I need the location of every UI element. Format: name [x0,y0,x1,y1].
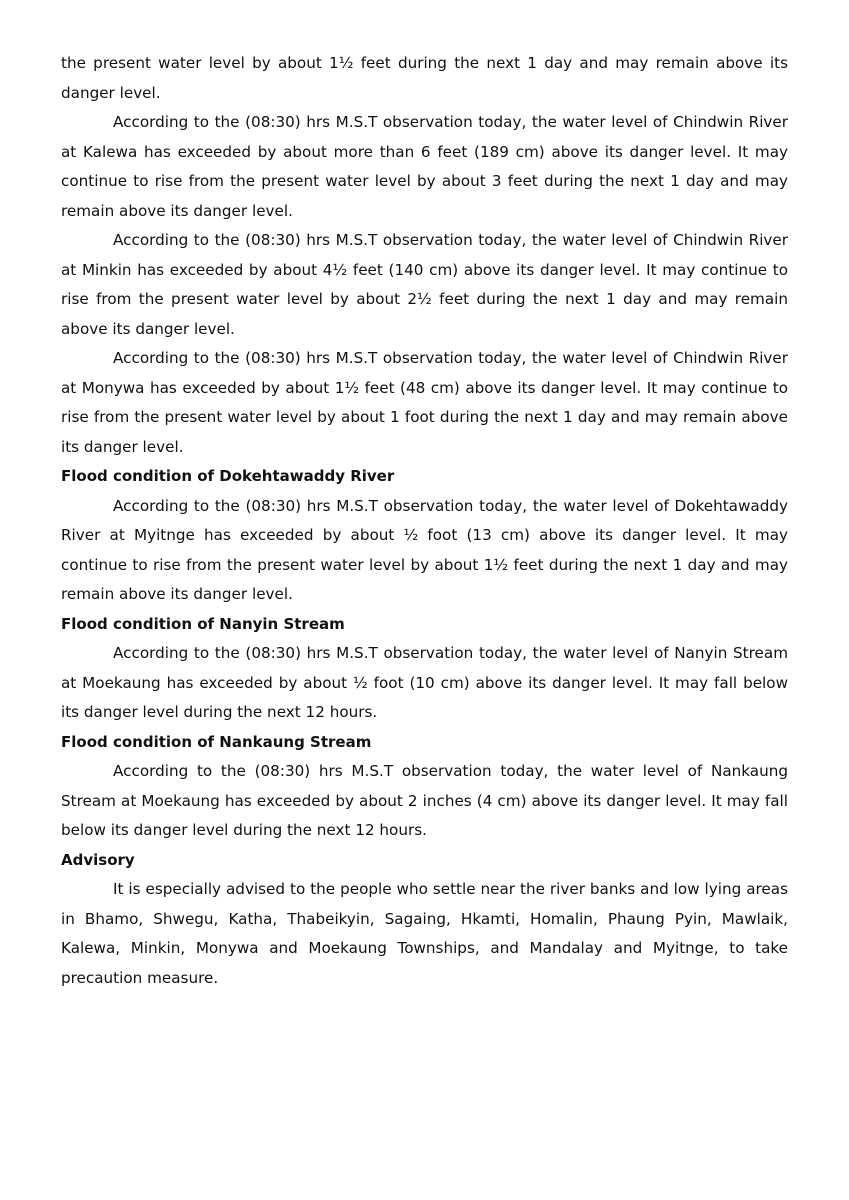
paragraph-chindwin-kalewa: According to the (08:30) hrs M.S.T observation today, the water level of Chindwin River at Kalewa has exceeded by about more than 6 feet (189 cm) above its danger level. It may continue to rise from the present water level by about 3 feet during the next 1 day and may remain above its danger level. [61,113,788,220]
paragraph-advisory: It is especially advised to the people who settle near the river banks and low lying areas in Bhamo, Shwegu, Katha, Thabeikyin, Sagaing, Hkamti, Homalin, Phaung Pyin, Mawlaik, Kalewa, Minkin, Monywa and Moekaung Townships, and Mandalay and Myitnge, to take precaution measure. [61,880,788,987]
heading-advisory: Advisory [61,850,135,869]
paragraph-chindwin-monywa: According to the (08:30) hrs M.S.T observation today, the water level of Chindwin River at Monywa has exceeded by about 1½ feet (48 cm) above its danger level. It may continue to rise from the present water level by about 1 foot during the next 1 day and may remain above its danger level. [61,349,788,456]
paragraph-continuation: the present water level by about 1½ feet during the next 1 day and may remain above its danger level. [61,54,788,102]
paragraph-dokehtawaddy-myitnge: According to the (08:30) hrs M.S.T observation today, the water level of Dokehtawaddy River at Myitnge has exceeded by about ½ foot (13 cm) above its danger level. It may continue to rise from the present water level by about 1½ feet during the next 1 day and may remain above its danger level. [61,496,788,603]
paragraph-nankaung-moekaung: According to the (08:30) hrs M.S.T observation today, the water level of Nankaung Stream at Moekaung has exceeded by about 2 inches (4 cm) above its danger level. It may fall below its danger level during the next 12 hours. [61,762,788,839]
heading-nanyin: Flood condition of Nanyin Stream [61,614,345,633]
heading-nankaung: Flood condition of Nankaung Stream [61,732,372,751]
heading-dokehtawaddy: Flood condition of Dokehtawaddy River [61,467,395,485]
paragraph-chindwin-minkin: According to the (08:30) hrs M.S.T observation today, the water level of Chindwin River at Minkin has exceeded by about 4½ feet (140 cm) above its danger level. It may continue to rise from the present water level by about 2½ feet during the next 1 day and may remain above its danger level. [61,231,788,338]
document-page [61,49,788,993]
paragraph-nanyin-moekaung: According to the (08:30) hrs M.S.T observation today, the water level of Nanyin Stream at Moekaung has exceeded by about ½ foot (10 cm) above its danger level. It may fall below its danger level during the next 12 hours. [61,644,788,721]
